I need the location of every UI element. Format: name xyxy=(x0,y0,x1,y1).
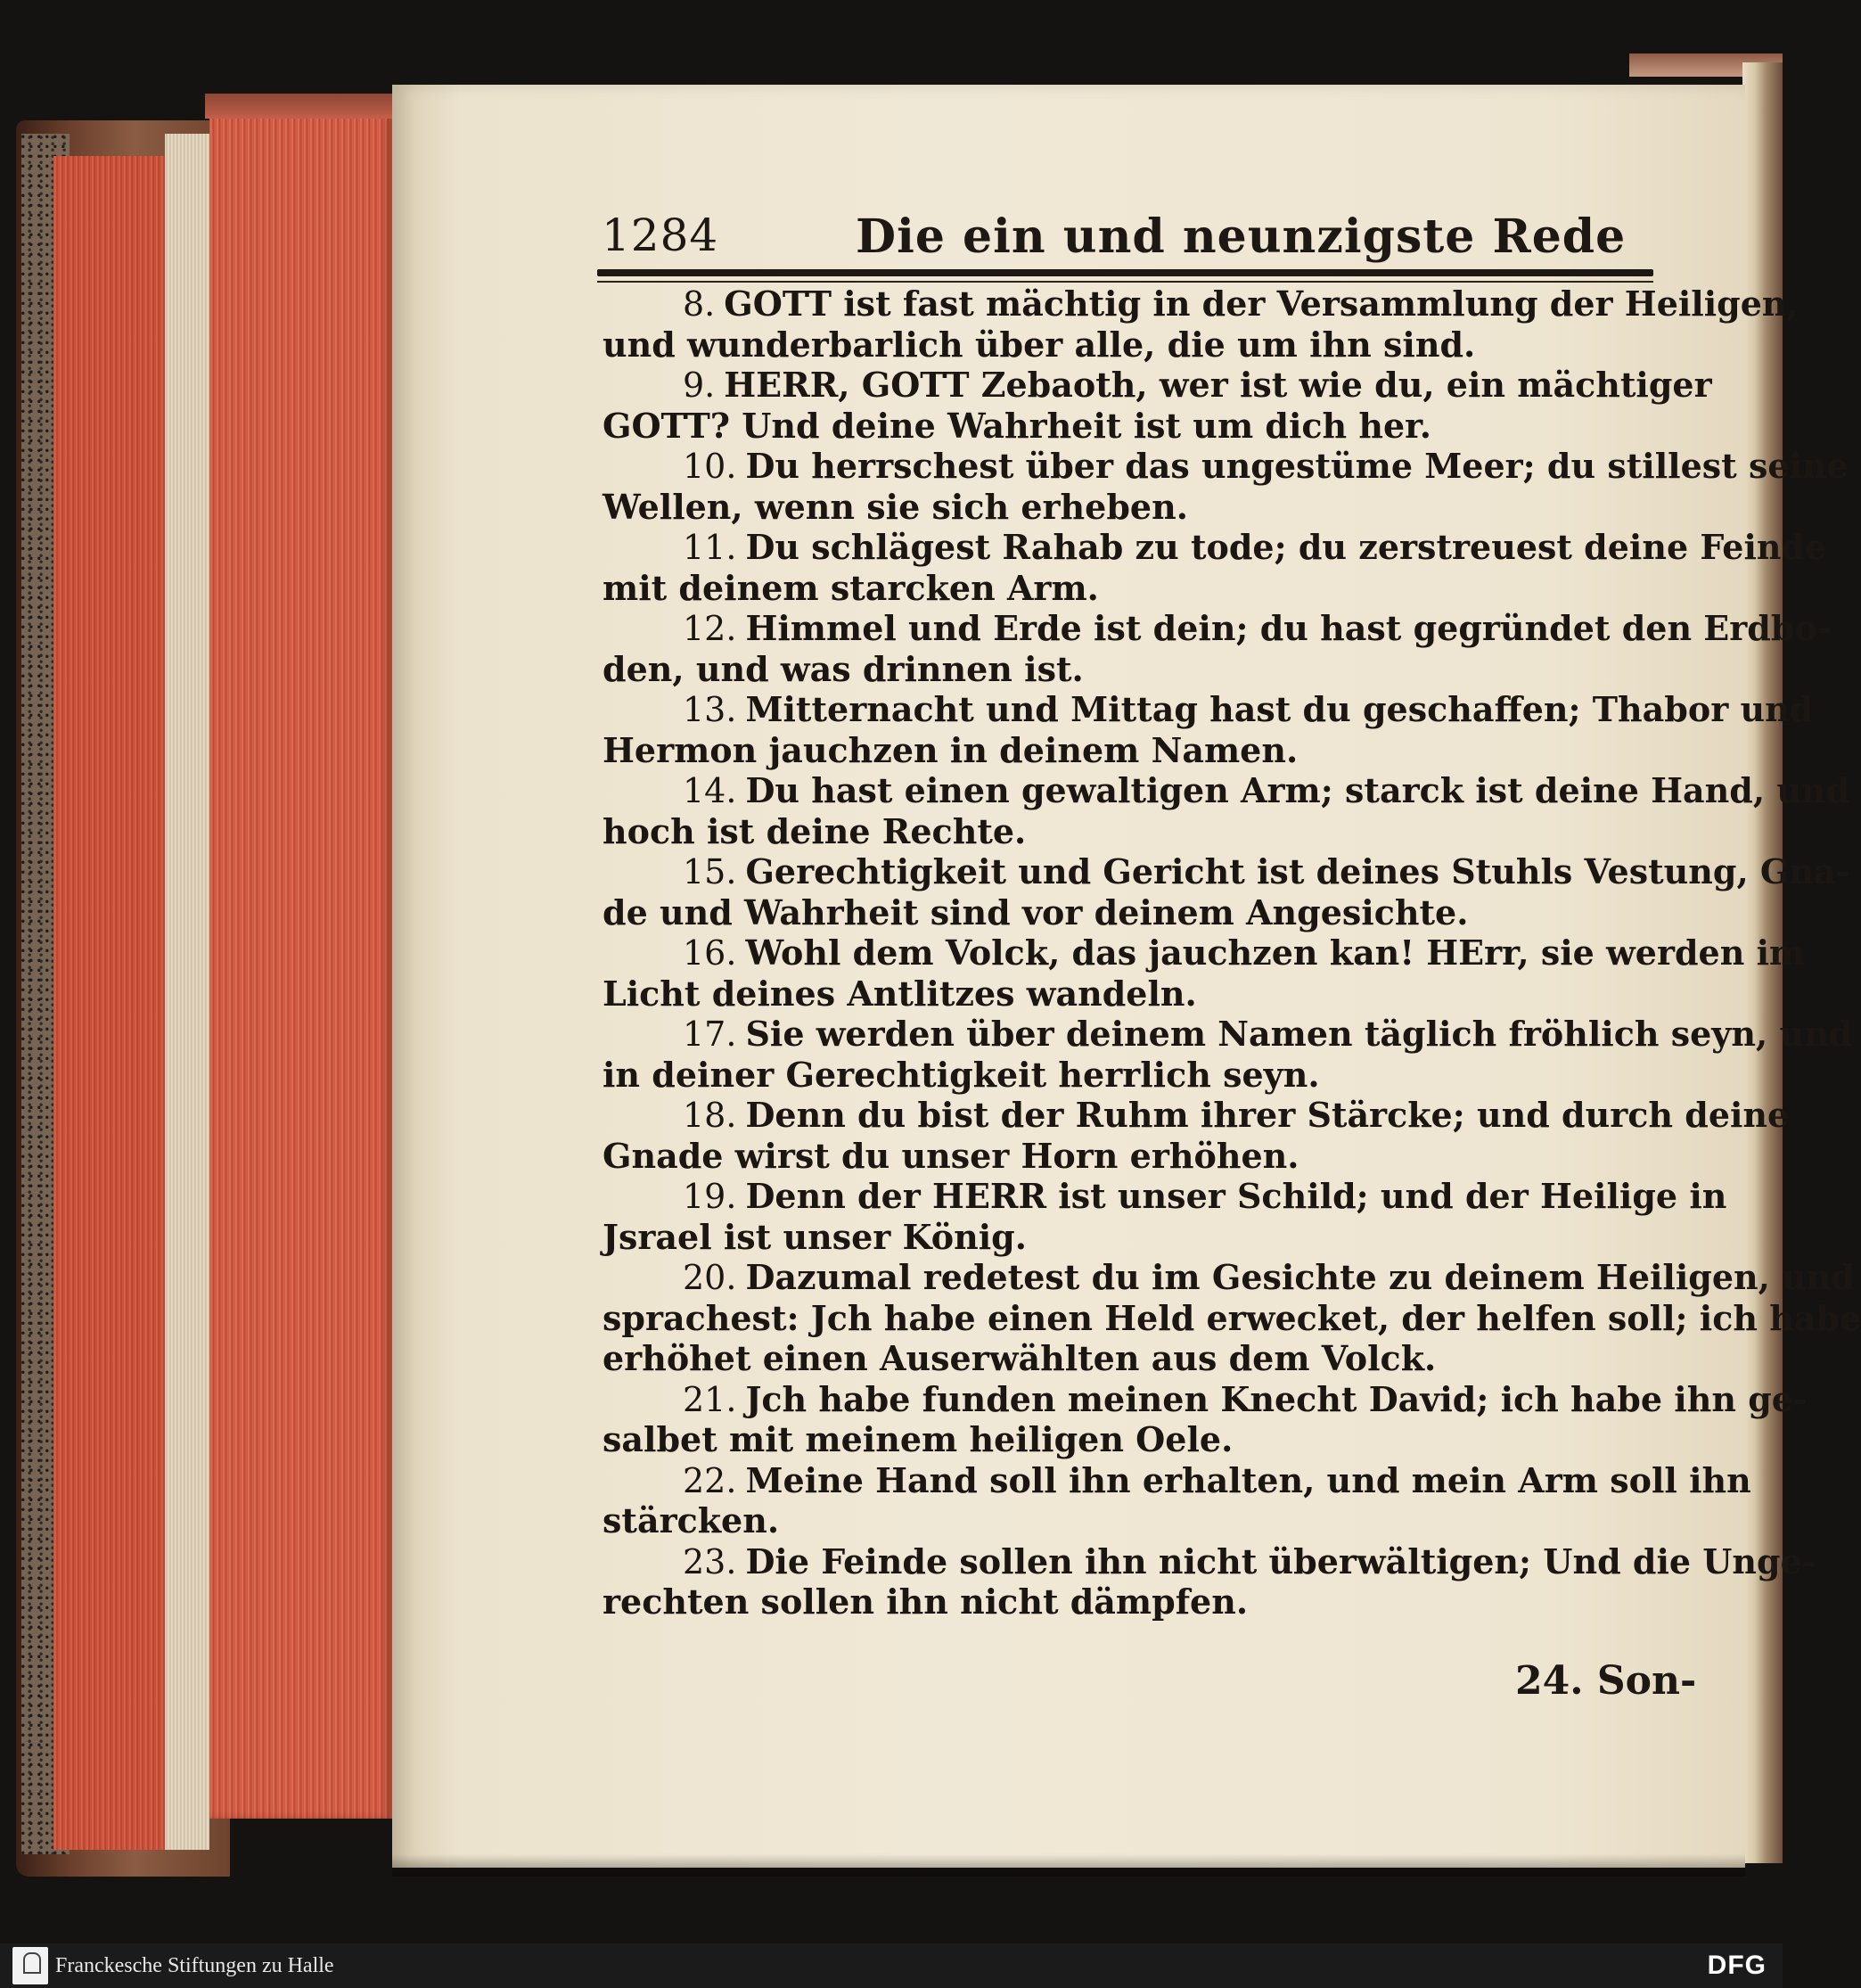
verse-text: erhöhet einen Auserwählten aus dem Volck. xyxy=(603,1338,1437,1378)
verse-text: Die Feinde sollen ihn nicht überwältigen; Und die Unge- xyxy=(745,1540,1816,1581)
verse-number: 8. xyxy=(683,284,716,324)
verse-text: Dazumal redetest du im Gesichte zu deinem Heiligen, und xyxy=(745,1257,1855,1297)
verse-number: 19. xyxy=(683,1177,737,1216)
text-line xyxy=(603,1176,1727,1217)
verse-number: 10. xyxy=(683,447,737,486)
text-line xyxy=(603,1378,1808,1420)
verse-text: Denn der HERR ist unser Schild; und der Heilige in xyxy=(745,1176,1727,1216)
verse-text: GOTT? Und deine Wahrheit ist um dich her. xyxy=(603,405,1431,446)
verse-number: 14. xyxy=(683,771,737,810)
text-line xyxy=(603,932,1806,973)
text-line xyxy=(603,1338,1663,1379)
verse-text: Du hast einen gewaltigen Arm; starck ist deine Hand, und xyxy=(745,770,1850,810)
verse-text: Mitternacht und Mittag hast du geschaffen; Thabor und xyxy=(745,689,1814,729)
page-bottom-shadow xyxy=(392,1854,1745,1877)
verse-text: Sie werden über deinem Namen täglich fröhlich seyn, und xyxy=(745,1014,1853,1054)
text-line xyxy=(603,1459,1751,1501)
text-line xyxy=(603,1095,1790,1136)
verse-number: 11. xyxy=(683,528,737,567)
header-rule xyxy=(597,269,1653,276)
text-line xyxy=(603,365,1712,406)
verse-text: in deiner Gerechtigkeit herrlich seyn. xyxy=(603,1054,1320,1095)
verse-text: Jch habe funden meinen Knecht David; ich habe ihn ge- xyxy=(745,1378,1808,1419)
text-line xyxy=(603,811,1663,852)
footer-bar xyxy=(0,1943,1783,1988)
institution-name: Franckesche Stiftungen zu Halle xyxy=(55,1954,334,1977)
text-line xyxy=(603,730,1663,771)
text-line xyxy=(603,1297,1861,1339)
text-line xyxy=(603,1257,1855,1298)
text-line xyxy=(603,649,1663,690)
text-line xyxy=(603,851,1850,892)
text-line xyxy=(603,1419,1663,1460)
top-edge xyxy=(205,94,397,119)
verse-number: 17. xyxy=(683,1015,737,1054)
verse-number: 20. xyxy=(683,1258,737,1297)
text-line xyxy=(603,973,1663,1015)
verse-number: 13. xyxy=(683,690,737,729)
verse-text: Licht deines Antlitzes wandeln. xyxy=(603,973,1197,1014)
verse-number: 12. xyxy=(683,609,737,648)
red-page-edge xyxy=(209,111,392,1819)
text-line xyxy=(603,1581,1663,1622)
verse-number: 9. xyxy=(683,366,716,405)
verse-number: 22. xyxy=(683,1460,737,1500)
verse-text: salbet mit meinem heiligen Oele. xyxy=(603,1419,1234,1459)
verse-text: Gerechtigkeit und Gericht ist deines Stuhls Vestung, Gna- xyxy=(745,851,1850,891)
text-line xyxy=(603,406,1663,447)
text-line xyxy=(603,283,1799,324)
verse-text: Du herrschest über das ungestüme Meer; du stillest seine xyxy=(745,446,1849,486)
verse-text: und wunderbarlich über alle, die um ihn sind. xyxy=(603,324,1476,365)
red-page-edge-left xyxy=(53,156,165,1850)
verse-text: Du schlägest Rahab zu tode; du zerstreuest deine Feinde xyxy=(745,527,1827,567)
institution-logo-icon xyxy=(12,1947,48,1984)
text-line xyxy=(603,1014,1853,1055)
verse-text: sprachest: Jch habe einen Held erwecket, der helfen soll; ich habe xyxy=(603,1297,1861,1338)
text-line xyxy=(603,608,1832,649)
header-rule-thin xyxy=(597,281,1653,283)
text-line xyxy=(603,689,1814,730)
text-line xyxy=(603,324,1663,366)
verse-text: HERR, GOTT Zebaoth, wer ist wie du, ein mächtiger xyxy=(724,365,1712,405)
text-line xyxy=(603,568,1663,609)
text-line xyxy=(603,446,1849,487)
page-body-text xyxy=(603,283,1861,1622)
text-line xyxy=(603,892,1663,933)
catchword: 24. Son- xyxy=(1515,1658,1697,1704)
verse-number: 16. xyxy=(683,933,737,973)
text-line xyxy=(603,1500,1663,1541)
verse-text: de und Wahrheit sind vor deinem Angesichte. xyxy=(603,891,1469,932)
page-number: 1284 xyxy=(602,209,719,261)
verse-text: Wohl dem Volck, das jauchzen kan! HErr, sie werden im xyxy=(745,932,1806,973)
dfg-logo: DFG xyxy=(1707,1951,1767,1980)
text-line xyxy=(603,1217,1663,1258)
verse-text: Himmel und Erde ist dein; du hast gegründet den Erdbo- xyxy=(745,608,1832,648)
verse-number: 23. xyxy=(683,1541,737,1581)
verse-text: Denn du bist der Ruhm ihrer Stärcke; und durch deine xyxy=(745,1095,1790,1135)
verse-number: 15. xyxy=(683,852,737,891)
verse-text: Hermon jauchzen in deinem Namen. xyxy=(603,729,1299,770)
verse-text: hoch ist deine Rechte. xyxy=(603,810,1027,851)
page-stack xyxy=(165,134,209,1850)
verse-text: Gnade wirst du unser Horn erhöhen. xyxy=(603,1135,1299,1176)
verse-text: stärcken. xyxy=(603,1500,780,1540)
verse-text: rechten sollen ihn nicht dämpfen. xyxy=(603,1581,1249,1622)
text-line xyxy=(603,527,1827,568)
text-line xyxy=(603,1055,1663,1096)
verse-text: Meine Hand soll ihn erhalten, und mein Arm soll ihn xyxy=(745,1459,1751,1500)
verse-text: den, und was drinnen ist. xyxy=(603,648,1084,689)
text-line xyxy=(603,770,1850,811)
text-line xyxy=(603,1136,1663,1177)
verse-text: GOTT ist fast mächtig in der Versammlung der Heiligen, xyxy=(724,283,1799,324)
verse-text: Wellen, wenn sie sich erheben. xyxy=(603,486,1188,527)
text-line xyxy=(603,487,1663,528)
verse-text: mit deinem starcken Arm. xyxy=(603,567,1099,608)
text-line xyxy=(603,1540,1816,1582)
verse-number: 21. xyxy=(683,1379,737,1419)
running-title: Die ein und neunzigste Rede xyxy=(856,209,1627,264)
verse-text: Jsrael ist unser König. xyxy=(603,1216,1027,1257)
verse-number: 18. xyxy=(683,1096,737,1135)
